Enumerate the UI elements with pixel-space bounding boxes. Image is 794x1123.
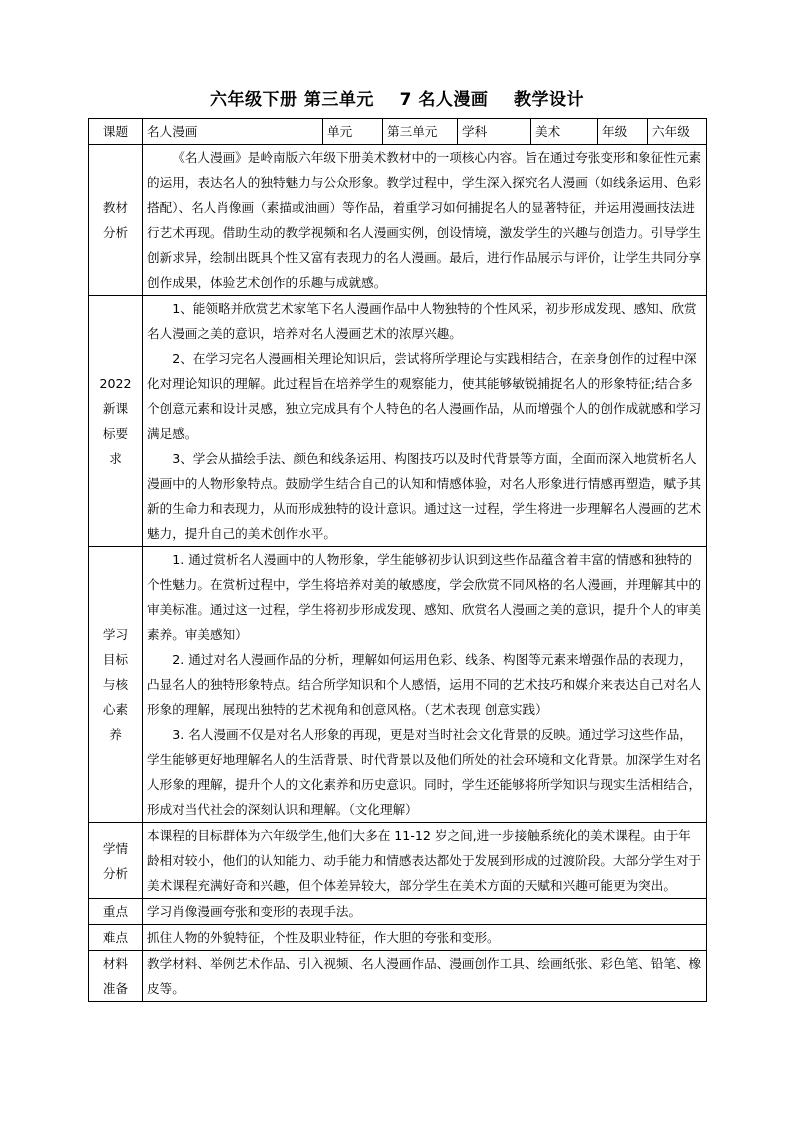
objectives-paragraph-1: 1. 通过赏析名人漫画中的人物形象，学生能够初步认识到这些作品蕴含着丰富的情感和独特的个性魅力。在赏析过程中，学生将培养对美的敏感度，学会欣赏不同风格的名人漫画，并理解其中的审美标准。通过这一过程，学生将初步形成发现、感知、欣赏名人漫画之美的意识，提升个人的审美素养。审美感知） xyxy=(147,552,702,642)
standards-paragraph-1: 1、能领略并欣赏艺术家笔下名人漫画作品中人物独特的个性风采，初步形成发现、感知、欣赏名人漫画之美的意识，培养对名人漫画艺术的浓厚兴趣。 xyxy=(147,301,697,341)
difficulty-label: 难点 xyxy=(89,925,143,951)
student-analysis-row xyxy=(89,823,707,899)
difficulty-text: 抓住人物的外貌特征，个性及职业特征，作大胆的夸张和变形。 xyxy=(147,930,500,945)
standards-paragraph-3: 3、学会从描绘手法、颜色和线条运用、构图技巧以及时代背景等方面，全面而深入地赏析名人漫画中的人物形象特点。鼓励学生结合自己的认知和情感体验，对名人形象进行情感再塑造，赋予其新的生命力和表现力，从而形成独特的设计意识。通过这一过程，学生将进一步理解名人漫画的艺术魅力，提升自己的美术创作水平。 xyxy=(147,451,702,541)
label-line: 与核 xyxy=(102,677,129,692)
materials-row xyxy=(89,951,707,1002)
material-analysis-row xyxy=(89,145,707,296)
grade-value: 六年级 xyxy=(648,119,707,145)
key-point-content xyxy=(143,899,707,925)
label-line: 养 xyxy=(109,727,122,742)
header-row xyxy=(89,119,707,145)
label-line: 分析 xyxy=(102,865,129,881)
standards-content xyxy=(143,296,707,547)
objectives-label xyxy=(89,547,143,823)
label-line: 准备 xyxy=(102,981,129,996)
subject-value: 美术 xyxy=(531,119,598,145)
objectives-paragraph-2: 2. 通过对名人漫画作品的分析，理解如何运用色彩、线条、构图等元素来增强作品的表现力，凸显名人的独特形象特点。结合所学知识和个人感悟，运用不同的艺术技巧和媒介来表达自己对名人形象的理解，展现出独特的艺术视角和创意风格。（艺术表现 创意实践） xyxy=(147,652,702,717)
lesson-plan-table xyxy=(88,118,707,1002)
materials-label xyxy=(89,951,143,1002)
key-point-row xyxy=(89,899,707,925)
label-line: 新课 xyxy=(102,401,129,416)
label-line: 标要 xyxy=(102,426,129,441)
student-analysis-label xyxy=(89,823,143,899)
label-line: 2022 xyxy=(99,376,132,391)
material-analysis-text: 《名人漫画》是岭南版六年级下册美术教材中的一项核心内容。旨在通过夸张变形和象征性元素的运用，表达名人的独特魅力与公众形象。教学过程中，学生深入探究名人漫画（如线条运用、色彩搭配）、名人肖像画（素描或油画）等作品，着重学习如何捕捉名人的显著特征，并运用漫画技法进行艺术再现。借助生动的教学视频和名人漫画实例，创设情境，激发学生的兴趣与创造力。引导学生创新求异，绘制出既具个性又富有表现力的名人漫画。最后，进行作品展示与评价，让学生共同分享创作成果，体验艺术创作的乐趣与成就感。 xyxy=(147,150,702,290)
label-line: 求 xyxy=(109,451,122,466)
unit-label: 单元 xyxy=(323,119,383,145)
label-line: 学情 xyxy=(102,840,129,856)
difficulty-content xyxy=(143,925,707,951)
materials-text: 教学材料、举例艺术作品、引入视频、名人漫画作品、漫画创作工具、绘画纸张、彩色笔、铅笔、橡皮等。 xyxy=(147,956,702,996)
label-line: 分析 xyxy=(102,225,129,240)
standards-row xyxy=(89,296,707,547)
label-line: 学习 xyxy=(102,627,129,642)
grade-label: 年级 xyxy=(598,119,648,145)
objectives-paragraph-3: 3. 名人漫画不仅是对名人形象的再现，更是对当时社会文化背景的反映。通过学习这些作品，学生能够更好地理解名人的生活背景、时代背景以及他们所处的社会环境和文化背景。加深学生对名人形象的理解，提升个人的文化素养和历史意识。同时，学生还能够将所学知识与现实生活相结合，形成对当代社会的深刻认识和理解。（文化理解） xyxy=(147,727,702,817)
topic-label: 课题 xyxy=(89,119,143,145)
key-point-label: 重点 xyxy=(89,899,143,925)
key-point-text: 学习肖像漫画夸张和变形的表现手法。 xyxy=(147,904,362,919)
label-line: 材料 xyxy=(102,956,129,971)
label-line: 心素 xyxy=(102,702,129,717)
difficulty-row xyxy=(89,925,707,951)
objectives-row xyxy=(89,547,707,823)
material-analysis-label xyxy=(89,145,143,296)
subject-label: 学科 xyxy=(458,119,531,145)
topic-value: 名人漫画 xyxy=(143,119,323,145)
label-line: 目标 xyxy=(102,652,129,667)
label-line: 教材 xyxy=(102,200,129,215)
objectives-content xyxy=(143,547,707,823)
student-analysis-text: 本课程的目标群体为六年级学生,他们大多在 11-12 岁之间,进一步接触系统化的美术课程。由于年龄相对较小，他们的认知能力、动手能力和情感表达都处于发展到形成的过渡阶段。大部分学生对于美术课程充满好奇和兴趣，但个体差异较大，部分学生在美术方面的天赋和兴趣可能更为突出。 xyxy=(147,828,702,893)
material-analysis-content xyxy=(143,145,707,296)
document-title: 六年级下册 第三单元 7 名人漫画 教学设计 xyxy=(209,90,584,110)
materials-content xyxy=(143,951,707,1002)
unit-value: 第三单元 xyxy=(383,119,458,145)
standards-label xyxy=(89,296,143,547)
student-analysis-content xyxy=(143,823,707,899)
standards-paragraph-2: 2、在学习完名人漫画相关理论知识后，尝试将所学理论与实践相结合，在亲身创作的过程中深化对理论知识的理解。此过程旨在培养学生的观察能力，使其能够敏锐捕捉名人的形象特征;结合多个创意元素和设计灵感，独立完成具有个人特色的名人漫画作品，从而增强个人的创作成就感和学习满足感。 xyxy=(147,351,702,441)
